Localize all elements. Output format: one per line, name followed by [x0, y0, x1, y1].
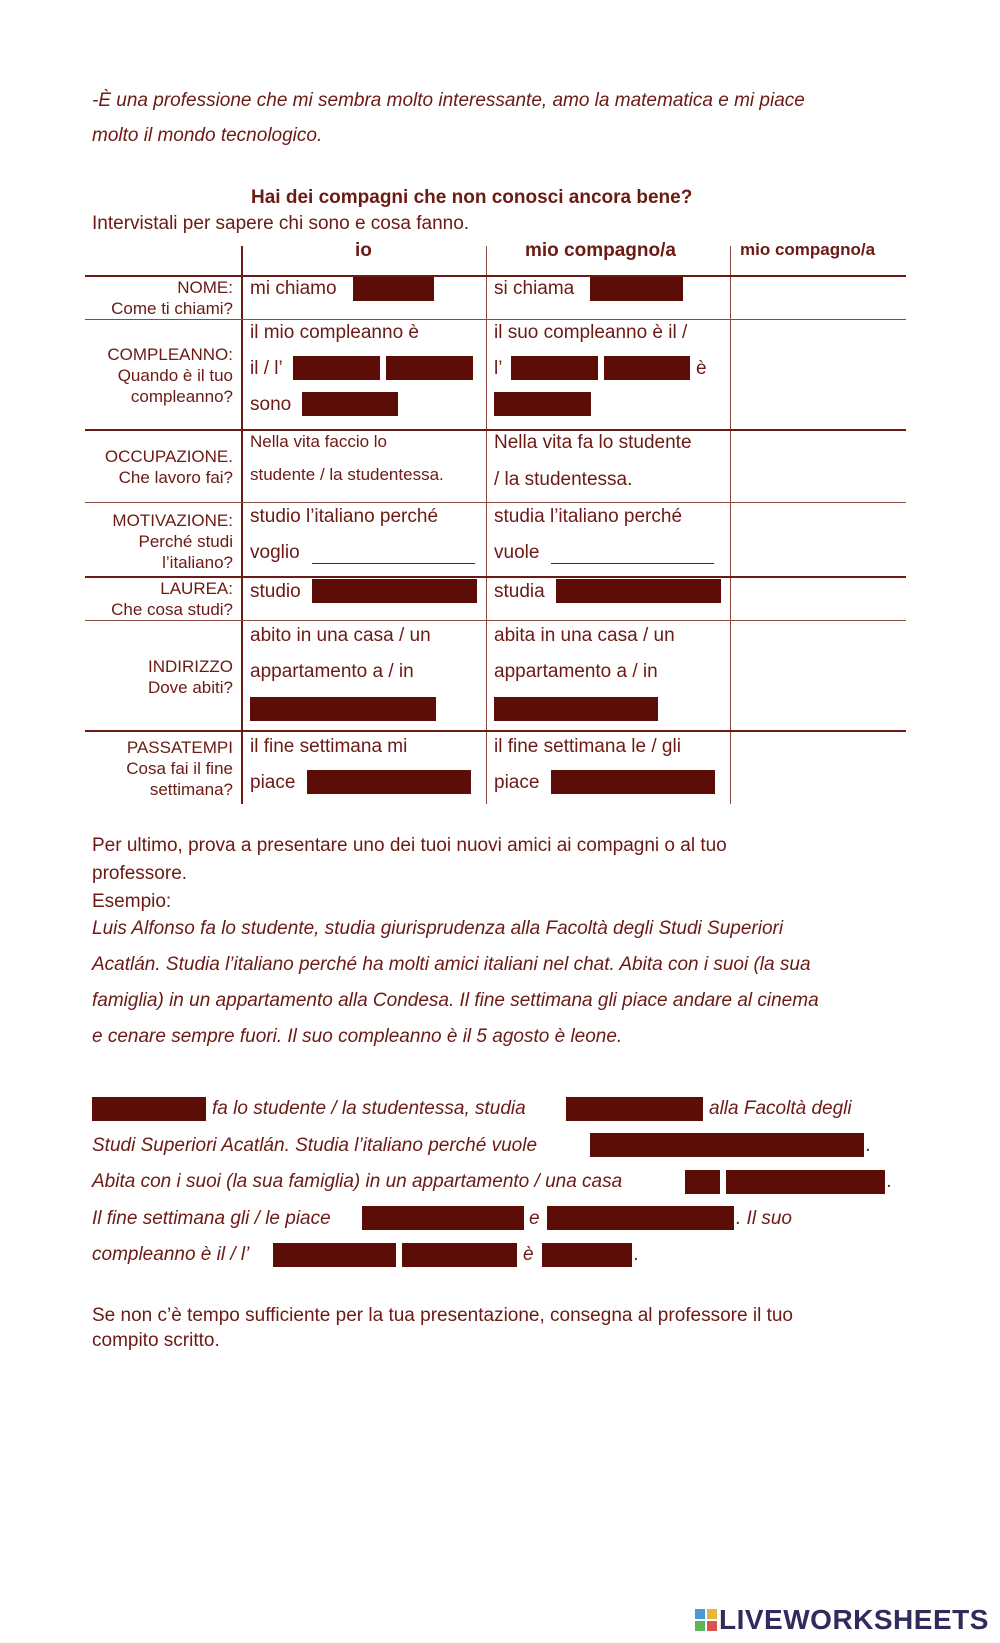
- table-divider: [486, 246, 487, 804]
- column-header-io: io: [355, 240, 372, 261]
- nome-io-text: mi chiamo: [250, 278, 337, 299]
- answer-field[interactable]: [590, 277, 683, 301]
- row-label-nome: NOME: Come ti chiami?: [111, 278, 233, 318]
- fill-line-1a: fa lo studente / la studentessa, studia: [212, 1098, 526, 1119]
- indirizzo-comp-line-2: appartamento a / in: [494, 661, 658, 682]
- closing-line-2: professore.: [92, 863, 188, 884]
- table-divider: [85, 429, 906, 431]
- answer-field[interactable]: [250, 697, 436, 721]
- fill-dot: .: [634, 1244, 640, 1265]
- answer-field[interactable]: [386, 356, 473, 380]
- compleanno-comp-line-1: il suo compleanno è il /: [494, 322, 688, 343]
- column-header-compagno-2: mio compagno/a: [740, 240, 876, 259]
- occupazione-io-line-1: Nella vita faccio lo: [250, 432, 388, 451]
- answer-field[interactable]: [312, 579, 477, 603]
- fill-e: e: [529, 1208, 540, 1229]
- compleanno-io-line-3: sono: [250, 394, 292, 415]
- occupazione-comp-line-2: / la studentessa.: [494, 469, 633, 490]
- passatempi-comp-line-2: piace: [494, 772, 540, 793]
- passatempi-io-line-1: il fine settimana mi: [250, 736, 408, 757]
- example-line-1: Luis Alfonso fa lo studente, studia giurisprudenza alla Facoltà degli Studi Superiori: [92, 918, 784, 939]
- nome-comp-text: si chiama: [494, 278, 575, 299]
- occupazione-comp-line-1: Nella vita fa lo studente: [494, 432, 692, 453]
- table-divider: [85, 319, 906, 320]
- table-divider: [730, 246, 731, 804]
- answer-field[interactable]: [547, 1206, 734, 1230]
- answer-field[interactable]: [273, 1243, 396, 1267]
- occupazione-io-line-2: studente / la studentessa.: [250, 465, 444, 484]
- answer-field[interactable]: [685, 1170, 720, 1194]
- row-label-indirizzo: INDIRIZZO Dove abiti?: [147, 657, 233, 697]
- indirizzo-io-line-2: appartamento a / in: [250, 661, 414, 682]
- fill-e: è: [523, 1244, 534, 1265]
- liveworksheets-logo-icon: [695, 1609, 717, 1631]
- answer-field[interactable]: [556, 579, 721, 603]
- laurea-comp-text: studia: [494, 581, 545, 602]
- fill-line-4a: Il fine settimana gli / le piace: [92, 1208, 331, 1229]
- indirizzo-comp-line-1: abita in una casa / un: [494, 625, 675, 646]
- row-label-compleanno: COMPLEANNO: Quando è il tuo compleanno?: [107, 345, 233, 406]
- intro-line-2: molto il mondo tecnologico.: [92, 125, 323, 146]
- answer-line[interactable]: [312, 563, 475, 564]
- fill-line-3: Abita con i suoi (la sua famiglia) in un appartamento / una casa: [92, 1171, 623, 1192]
- fill-line-2: Studi Superiori Acatlán. Studia l’italiano perché vuole: [92, 1135, 538, 1156]
- motivazione-comp-line-1: studia l’italiano perché: [494, 506, 683, 527]
- compleanno-io-line-1: il mio compleanno è: [250, 322, 419, 343]
- answer-field[interactable]: [293, 356, 380, 380]
- closing-line-1: Per ultimo, prova a presentare uno dei tuoi nuovi amici ai compagni o al tuo: [92, 835, 727, 856]
- answer-field[interactable]: [604, 356, 690, 380]
- motivazione-comp-line-2: vuole: [494, 542, 540, 563]
- fill-dot: .: [866, 1135, 872, 1156]
- answer-field[interactable]: [726, 1170, 885, 1194]
- row-label-occupazione: OCCUPAZIONE. Che lavoro fai?: [104, 447, 233, 487]
- answer-field[interactable]: [362, 1206, 524, 1230]
- table-divider: [85, 620, 906, 621]
- example-line-4: e cenare sempre fuori. Il suo compleanno è il 5 agosto è leone.: [92, 1026, 623, 1047]
- row-label-passatempi: PASSATEMPI Cosa fai il fine settimana?: [126, 738, 233, 799]
- fill-line-1b: alla Facoltà degli: [709, 1098, 852, 1119]
- answer-field[interactable]: [511, 356, 598, 380]
- answer-field[interactable]: [566, 1097, 703, 1121]
- compleanno-io-line-2: il / l’: [250, 358, 283, 379]
- indirizzo-io-line-1: abito in una casa / un: [250, 625, 431, 646]
- column-header-compagno-1: mio compagno/a: [525, 240, 676, 261]
- example-line-3: famiglia) in un appartamento alla Condesa. Il fine settimana gli piace andare al cinema: [92, 990, 819, 1011]
- laurea-io-text: studio: [250, 581, 301, 602]
- compleanno-comp-line-2: l’: [494, 358, 503, 379]
- motivazione-io-line-1: studio l’italiano perché: [250, 506, 439, 527]
- answer-field[interactable]: [302, 392, 398, 416]
- intro-line-1: -È una professione che mi sembra molto interessante, amo la matematica e mi piace: [92, 90, 805, 111]
- answer-field[interactable]: [307, 770, 471, 794]
- motivazione-io-line-2: voglio: [250, 542, 300, 563]
- compleanno-comp-e: è: [696, 358, 707, 379]
- footer-line-2: compito scritto.: [92, 1330, 220, 1351]
- liveworksheets-logo: LIVEWORKSHEETS: [695, 1604, 989, 1636]
- section-title: Hai dei compagni che non conosci ancora bene?: [251, 187, 693, 208]
- table-divider: [241, 246, 243, 804]
- answer-field[interactable]: [590, 1133, 864, 1157]
- answer-field[interactable]: [353, 277, 434, 301]
- passatempi-io-line-2: piace: [250, 772, 296, 793]
- table-divider: [85, 502, 906, 503]
- section-instruction: Intervistali per sapere chi sono e cosa fanno.: [92, 213, 470, 234]
- footer-line-1: Se non c’è tempo sufficiente per la tua presentazione, consegna al professore il tuo: [92, 1305, 793, 1326]
- example-line-2: Acatlán. Studia l’italiano perché ha molti amici italiani nel chat. Abita con i suoi (la sua: [92, 954, 811, 975]
- answer-field[interactable]: [494, 697, 658, 721]
- row-label-motivazione: MOTIVAZIONE: Perché studi l’italiano?: [112, 511, 233, 572]
- example-label: Esempio:: [92, 891, 172, 912]
- answer-line[interactable]: [551, 563, 714, 564]
- answer-field[interactable]: [402, 1243, 517, 1267]
- fill-line-5a: compleanno è il / l’: [92, 1244, 250, 1265]
- table-divider: [85, 730, 906, 732]
- row-label-laurea: LAUREA: Che cosa studi?: [111, 579, 233, 619]
- passatempi-comp-line-1: il fine settimana le / gli: [494, 736, 681, 757]
- answer-field[interactable]: [542, 1243, 632, 1267]
- fill-line-4b: . Il suo: [736, 1208, 792, 1229]
- answer-field[interactable]: [551, 770, 715, 794]
- fill-dot: .: [887, 1171, 893, 1192]
- answer-field[interactable]: [92, 1097, 206, 1121]
- answer-field[interactable]: [494, 392, 591, 416]
